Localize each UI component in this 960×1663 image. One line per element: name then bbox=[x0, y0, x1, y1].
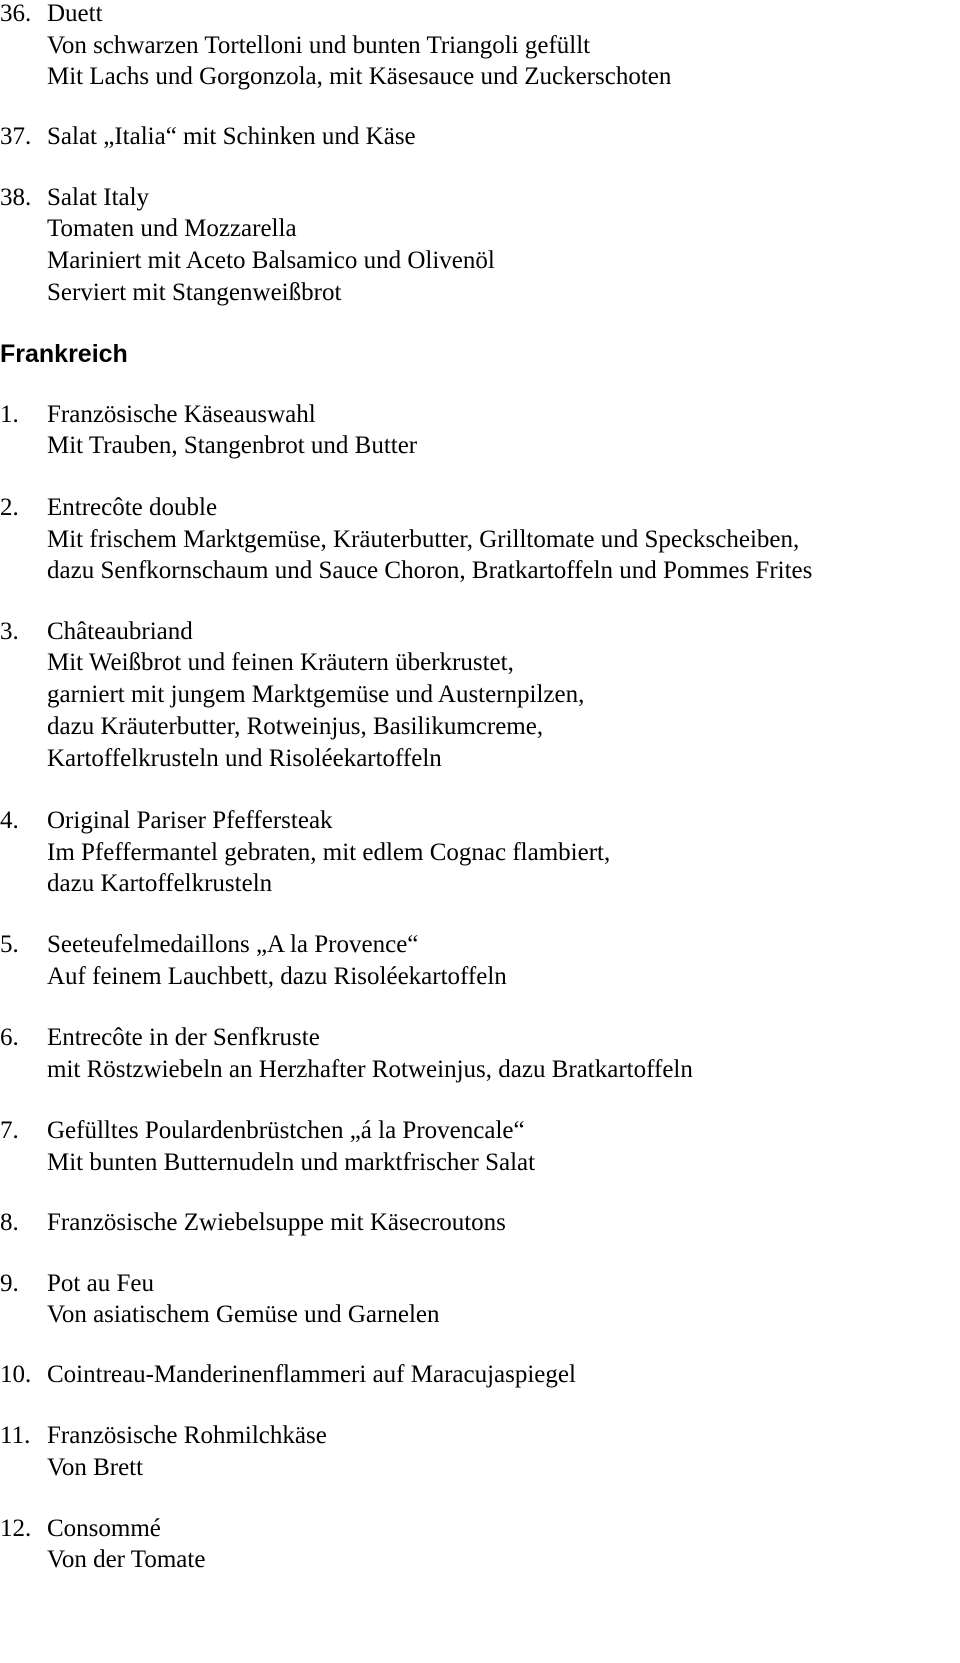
item-number: 3. bbox=[0, 618, 19, 645]
item-description-line: mit Röstzwiebeln an Herzhafter Rotweinjus, dazu Bratkartoffeln bbox=[47, 1056, 693, 1083]
item-description-line: Tomaten und Mozzarella bbox=[47, 215, 297, 242]
item-title: Consommé bbox=[47, 1515, 161, 1542]
item-title: Französische Rohmilchkäse bbox=[47, 1422, 327, 1449]
item-description-line: garniert mit jungem Marktgemüse und Austernpilzen, bbox=[47, 681, 585, 708]
item-description-line: Mit bunten Butternudeln und marktfrischer Salat bbox=[47, 1149, 536, 1176]
item-title: Pot au Feu bbox=[47, 1270, 154, 1297]
item-description-line: Kartoffelkrusteln und Risoléekartoffeln bbox=[47, 745, 442, 772]
item-title: Châteaubriand bbox=[47, 618, 193, 645]
item-title: Entrecôte in der Senfkruste bbox=[47, 1024, 320, 1051]
item-description-line: Serviert mit Stangenweißbrot bbox=[47, 279, 342, 306]
item-number: 6. bbox=[0, 1024, 19, 1051]
item-number: 9. bbox=[0, 1270, 19, 1297]
item-description-line: Im Pfeffermantel gebraten, mit edlem Cognac flambiert, bbox=[47, 839, 611, 866]
item-description-line: Von schwarzen Tortelloni und bunten Triangoli gefüllt bbox=[47, 32, 591, 59]
item-title: Gefülltes Poulardenbrüstchen „á la Provencale“ bbox=[47, 1117, 525, 1144]
item-number: 5. bbox=[0, 931, 19, 958]
item-title: Französische Zwiebelsuppe mit Käsecroutons bbox=[47, 1209, 506, 1236]
item-number: 36. bbox=[0, 0, 32, 27]
item-number: 11. bbox=[0, 1422, 31, 1449]
item-number: 4. bbox=[0, 807, 19, 834]
item-title: Seeteufelmedaillons „A la Provence“ bbox=[47, 931, 419, 958]
item-number: 37. bbox=[0, 123, 32, 150]
item-title: Duett bbox=[47, 0, 103, 27]
section-heading: Frankreich bbox=[0, 340, 128, 368]
item-description-line: Auf feinem Lauchbett, dazu Risoléekartoffeln bbox=[47, 963, 507, 990]
item-title: Original Pariser Pfeffersteak bbox=[47, 807, 333, 834]
item-description-line: Von Brett bbox=[47, 1454, 144, 1481]
item-description-line: dazu Kräuterbutter, Rotweinjus, Basilikumcreme, bbox=[47, 713, 544, 740]
item-number: 2. bbox=[0, 494, 19, 521]
item-number: 1. bbox=[0, 401, 19, 428]
item-number: 7. bbox=[0, 1117, 19, 1144]
item-number: 12. bbox=[0, 1515, 32, 1542]
item-number: 38. bbox=[0, 184, 32, 211]
item-description-line: Mit Lachs und Gorgonzola, mit Käsesauce und Zuckerschoten bbox=[47, 63, 672, 90]
item-number: 8. bbox=[0, 1209, 19, 1236]
item-description-line: Mariniert mit Aceto Balsamico und Olivenöl bbox=[47, 247, 495, 274]
item-description-line: Mit frischem Marktgemüse, Kräuterbutter, Grilltomate und Speckscheiben, bbox=[47, 526, 800, 553]
item-description-line: Von der Tomate bbox=[47, 1546, 206, 1573]
item-title: Französische Käseauswahl bbox=[47, 401, 316, 428]
item-title: Entrecôte double bbox=[47, 494, 218, 521]
item-description-line: Mit Trauben, Stangenbrot und Butter bbox=[47, 432, 418, 459]
item-description-line: dazu Senfkornschaum und Sauce Choron, Bratkartoffeln und Pommes Frites bbox=[47, 557, 813, 584]
item-title: Salat Italy bbox=[47, 184, 150, 211]
item-description-line: dazu Kartoffelkrusteln bbox=[47, 870, 273, 897]
item-title: Cointreau-Manderinenflammeri auf Maracujaspiegel bbox=[47, 1361, 576, 1388]
item-number: 10. bbox=[0, 1361, 32, 1388]
item-title: Salat „Italia“ mit Schinken und Käse bbox=[47, 123, 416, 150]
item-description-line: Mit Weißbrot und feinen Kräutern überkrustet, bbox=[47, 649, 514, 676]
item-description-line: Von asiatischem Gemüse und Garnelen bbox=[47, 1301, 440, 1328]
